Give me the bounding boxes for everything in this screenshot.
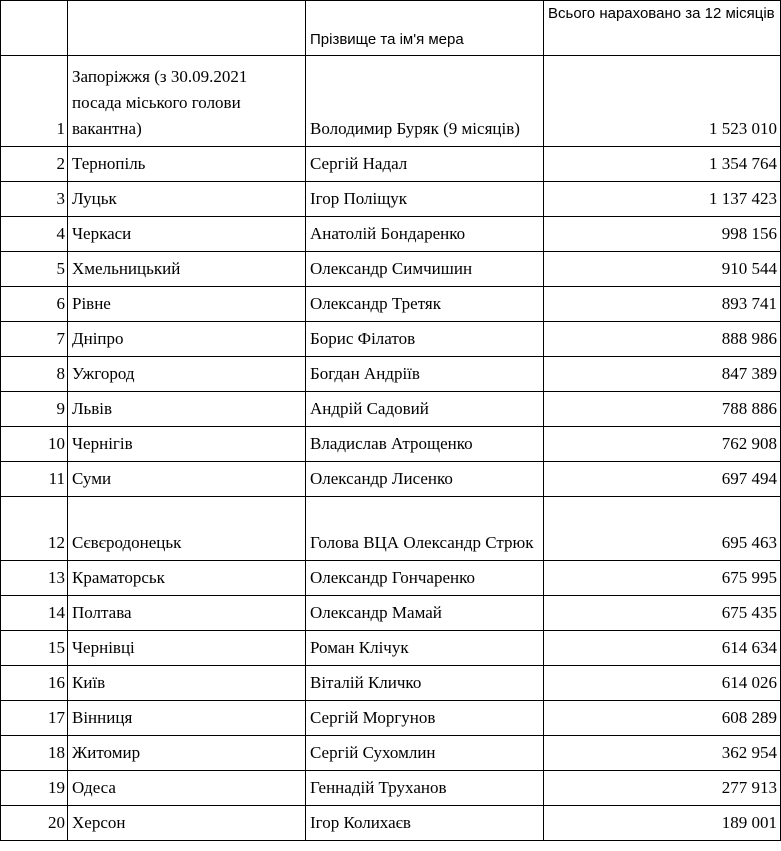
table-row [1,771,781,806]
row-number: 13 [1,561,68,596]
amount-cell: 1 137 423 [544,182,781,217]
city-cell: Суми [68,462,306,497]
row-number: 11 [1,462,68,497]
table-row [1,596,781,631]
city-cell: Сєвєродонецьк [68,497,306,561]
amount-cell: 847 389 [544,357,781,392]
mayor-cell: Владислав Атрощенко [306,427,544,462]
row-number: 20 [1,806,68,841]
row-number: 19 [1,771,68,806]
mayor-cell: Сергій Надал [306,147,544,182]
mayor-cell: Віталій Кличко [306,666,544,701]
table-row [1,357,781,392]
row-number: 3 [1,182,68,217]
row-number: 15 [1,631,68,666]
amount-cell: 893 741 [544,287,781,322]
row-number: 8 [1,357,68,392]
amount-cell: 888 986 [544,322,781,357]
row-number: 2 [1,147,68,182]
amount-cell: 277 913 [544,771,781,806]
mayor-cell: Геннадій Труханов [306,771,544,806]
table-row [1,56,781,147]
city-cell: Хмельницький [68,252,306,287]
amount-cell: 1 523 010 [544,56,781,147]
mayor-cell: Сергій Моргунов [306,701,544,736]
city-cell: Рівне [68,287,306,322]
row-number: 14 [1,596,68,631]
table-row [1,427,781,462]
city-cell: Запоріжжя (з 30.09.2021 посада міського голови вакантна) [68,56,306,147]
header-city [68,1,306,56]
table-header-row [1,1,781,56]
amount-cell: 910 544 [544,252,781,287]
table-row [1,392,781,427]
table-row [1,666,781,701]
table-row [1,736,781,771]
amount-cell: 695 463 [544,497,781,561]
amount-cell: 675 995 [544,561,781,596]
row-number: 1 [1,56,68,147]
mayor-cell: Анатолій Бондаренко [306,217,544,252]
city-cell: Полтава [68,596,306,631]
table-row [1,287,781,322]
mayor-cell: Андрій Садовий [306,392,544,427]
amount-cell: 697 494 [544,462,781,497]
table-row [1,322,781,357]
mayor-cell: Олександр Симчишин [306,252,544,287]
amount-cell: 189 001 [544,806,781,841]
city-cell: Одеса [68,771,306,806]
row-number: 10 [1,427,68,462]
table-row [1,462,781,497]
mayor-cell: Ігор Колихаєв [306,806,544,841]
amount-cell: 762 908 [544,427,781,462]
mayor-cell: Голова ВЦА Олександр Стрюк [306,497,544,561]
row-number: 7 [1,322,68,357]
row-number: 5 [1,252,68,287]
amount-cell: 362 954 [544,736,781,771]
city-cell: Дніпро [68,322,306,357]
city-cell: Херсон [68,806,306,841]
city-cell: Луцьк [68,182,306,217]
city-cell: Чернівці [68,631,306,666]
table-row [1,217,781,252]
row-number: 12 [1,497,68,561]
mayor-cell: Ігор Поліщук [306,182,544,217]
row-number: 6 [1,287,68,322]
row-number: 4 [1,217,68,252]
row-number: 9 [1,392,68,427]
amount-cell: 614 634 [544,631,781,666]
mayor-cell: Володимир Буряк (9 місяців) [306,56,544,147]
table-row [1,252,781,287]
row-number: 17 [1,701,68,736]
city-cell: Черкаси [68,217,306,252]
amount-cell: 608 289 [544,701,781,736]
mayor-cell: Олександр Лисенко [306,462,544,497]
mayor-cell: Роман Клічук [306,631,544,666]
mayor-cell: Борис Філатов [306,322,544,357]
mayor-cell: Олександр Третяк [306,287,544,322]
row-number: 16 [1,666,68,701]
amount-cell: 1 354 764 [544,147,781,182]
mayor-cell: Олександр Мамай [306,596,544,631]
header-amount: Всього нараховано за 12 місяців [544,1,781,56]
table-row [1,561,781,596]
row-number: 18 [1,736,68,771]
amount-cell: 788 886 [544,392,781,427]
amount-cell: 614 026 [544,666,781,701]
city-cell: Ужгород [68,357,306,392]
mayor-cell: Богдан Андріїв [306,357,544,392]
table-row [1,701,781,736]
table-row [1,147,781,182]
city-cell: Київ [68,666,306,701]
amount-cell: 998 156 [544,217,781,252]
city-cell: Тернопіль [68,147,306,182]
table-row [1,497,781,561]
amount-cell: 675 435 [544,596,781,631]
table-row [1,182,781,217]
table-row [1,806,781,841]
header-num [1,1,68,56]
city-cell: Краматорськ [68,561,306,596]
mayor-cell: Олександр Гончаренко [306,561,544,596]
city-cell: Житомир [68,736,306,771]
city-cell: Вінниця [68,701,306,736]
table-row [1,631,781,666]
city-cell: Чернігів [68,427,306,462]
city-cell: Львів [68,392,306,427]
mayor-cell: Сергій Сухомлин [306,736,544,771]
header-mayor: Прізвище та ім'я мера [306,1,544,56]
